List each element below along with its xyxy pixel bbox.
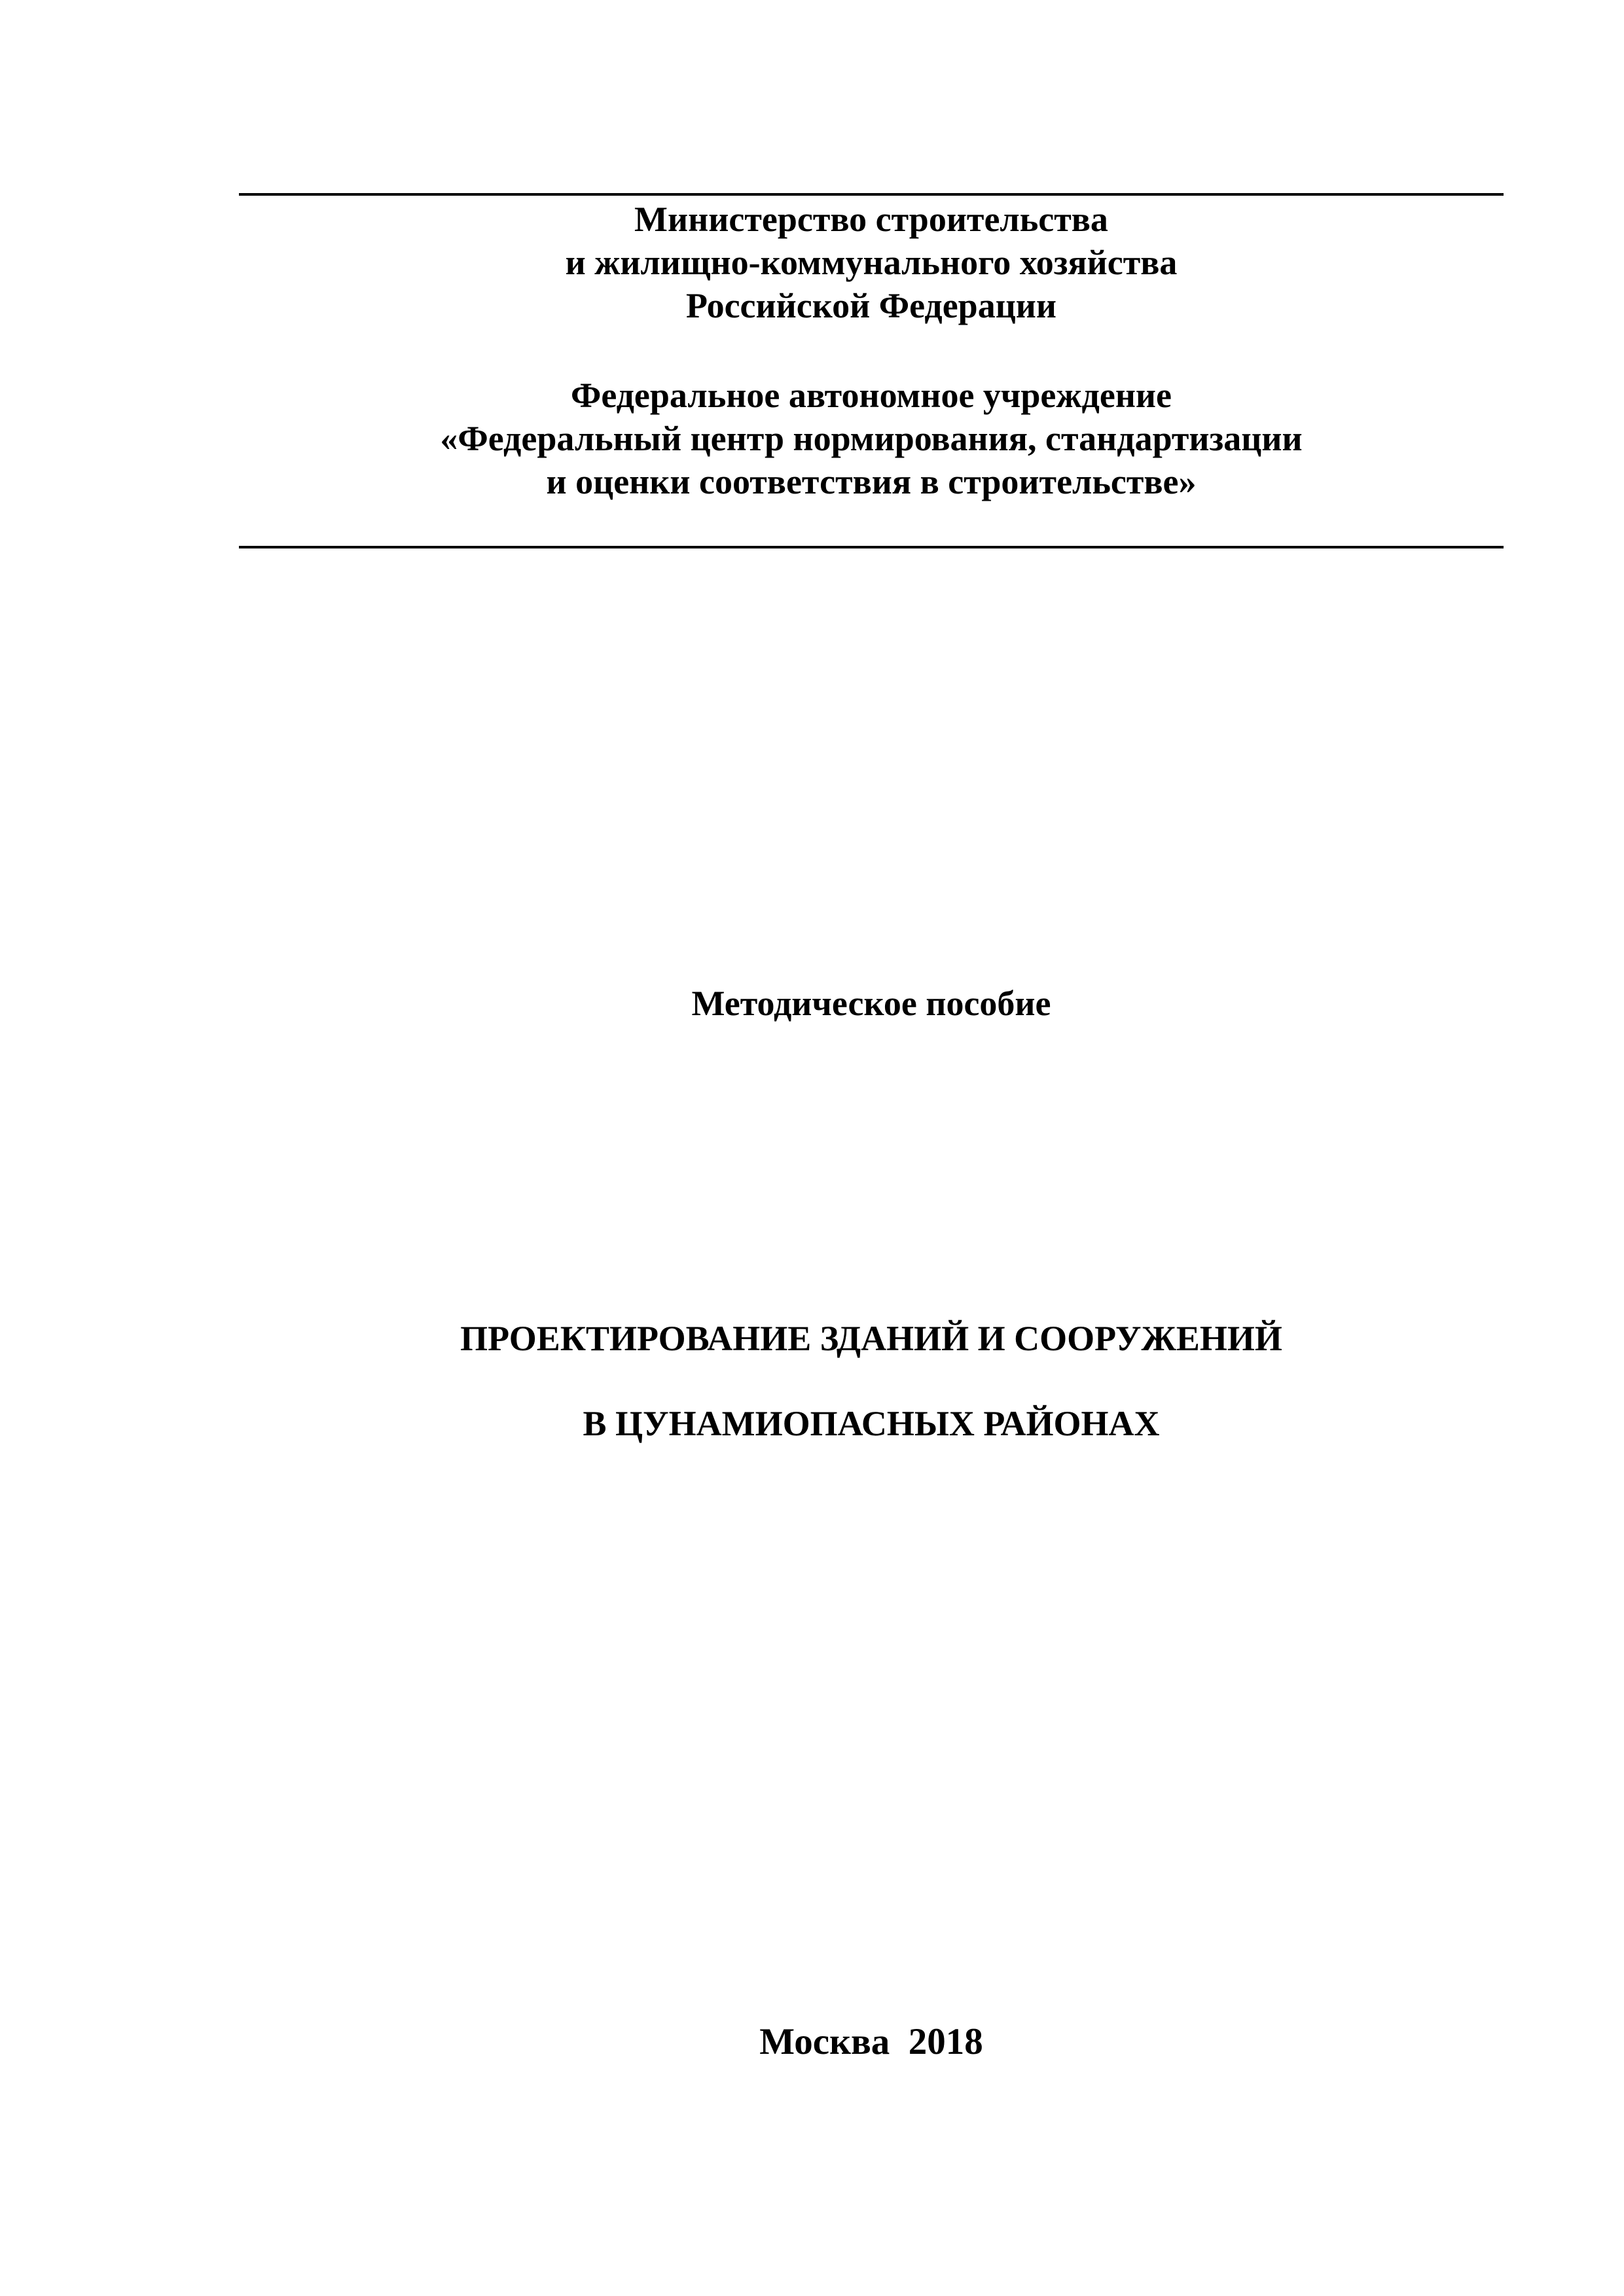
ministry-line: Министерство строительства (634, 200, 1108, 239)
document-type: Методическое пособие (691, 984, 1051, 1023)
institution-line: «Федеральный центр нормирования, стандартизации (440, 419, 1303, 458)
institution-line: и оценки соответствия в строительстве» (546, 462, 1197, 501)
ministry-line: Российской Федерации (685, 286, 1057, 325)
ministry-name (239, 198, 1504, 327)
institution-line: Федеральное автономное учреждение (570, 376, 1172, 415)
header-top-rule (239, 193, 1504, 196)
document-title-line-2: В ЦУНАМИОПАСНЫХ РАЙОНАХ (583, 1404, 1160, 1443)
header-bottom-rule (239, 546, 1504, 548)
document-title-line-1: ПРОЕКТИРОВАНИЕ ЗДАНИЙ И СООРУЖЕНИЙ (460, 1319, 1282, 1358)
institution-name (239, 374, 1504, 503)
ministry-line: и жилищно-коммунального хозяйства (565, 243, 1178, 282)
imprint-city-year: Москва 2018 (759, 2021, 983, 2062)
